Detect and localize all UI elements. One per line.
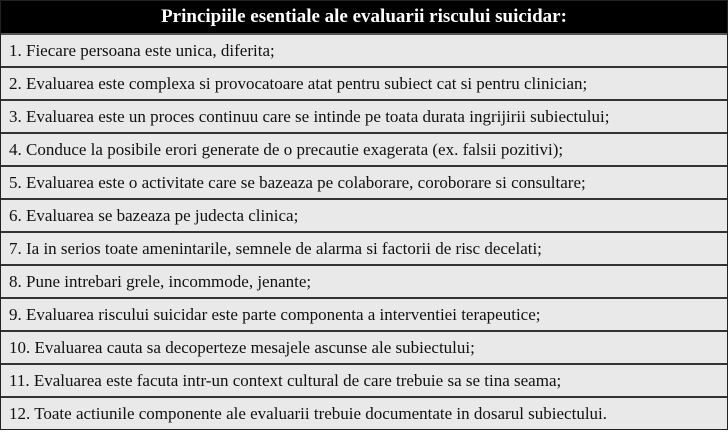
table-row: 8. Pune intrebari grele, incommode, jenante; — [1, 264, 727, 297]
table-row: 12. Toate actiunile componente ale evaluarii trebuie documentate in dosarul subiectului. — [1, 396, 727, 429]
table-title: Principiile esentiale ale evaluarii riscului suicidar: — [1, 1, 727, 35]
table-row: 3. Evaluarea este un proces continuu care se intinde pe toata durata ingrijirii subiectului; — [1, 99, 727, 132]
table-row: 10. Evaluarea cauta sa decoperteze mesajele ascunse ale subiectului; — [1, 330, 727, 363]
table-row: 7. Ia in serios toate amenintarile, semnele de alarma si factorii de risc decelati; — [1, 231, 727, 264]
table-row: 9. Evaluarea riscului suicidar este parte componenta a interventiei terapeutice; — [1, 297, 727, 330]
table-row: 11. Evaluarea este facuta intr-un context cultural de care trebuie sa se tina seama; — [1, 363, 727, 396]
table-row: 6. Evaluarea se bazeaza pe judecta clinica; — [1, 198, 727, 231]
table-row: 1. Fiecare persoana este unica, diferita; — [9, 41, 275, 60]
table-row: 2. Evaluarea este complexa si provocatoare atat pentru subiect cat si pentru clinician; — [1, 66, 727, 99]
table-row: 5. Evaluarea este o activitate care se bazeaza pe colaborare, coroborare si consultare; — [1, 165, 727, 198]
table-body — [1, 35, 727, 429]
table-row: 4. Conduce la posibile erori generate de o precautie exagerata (ex. falsii pozitivi); — [1, 132, 727, 165]
